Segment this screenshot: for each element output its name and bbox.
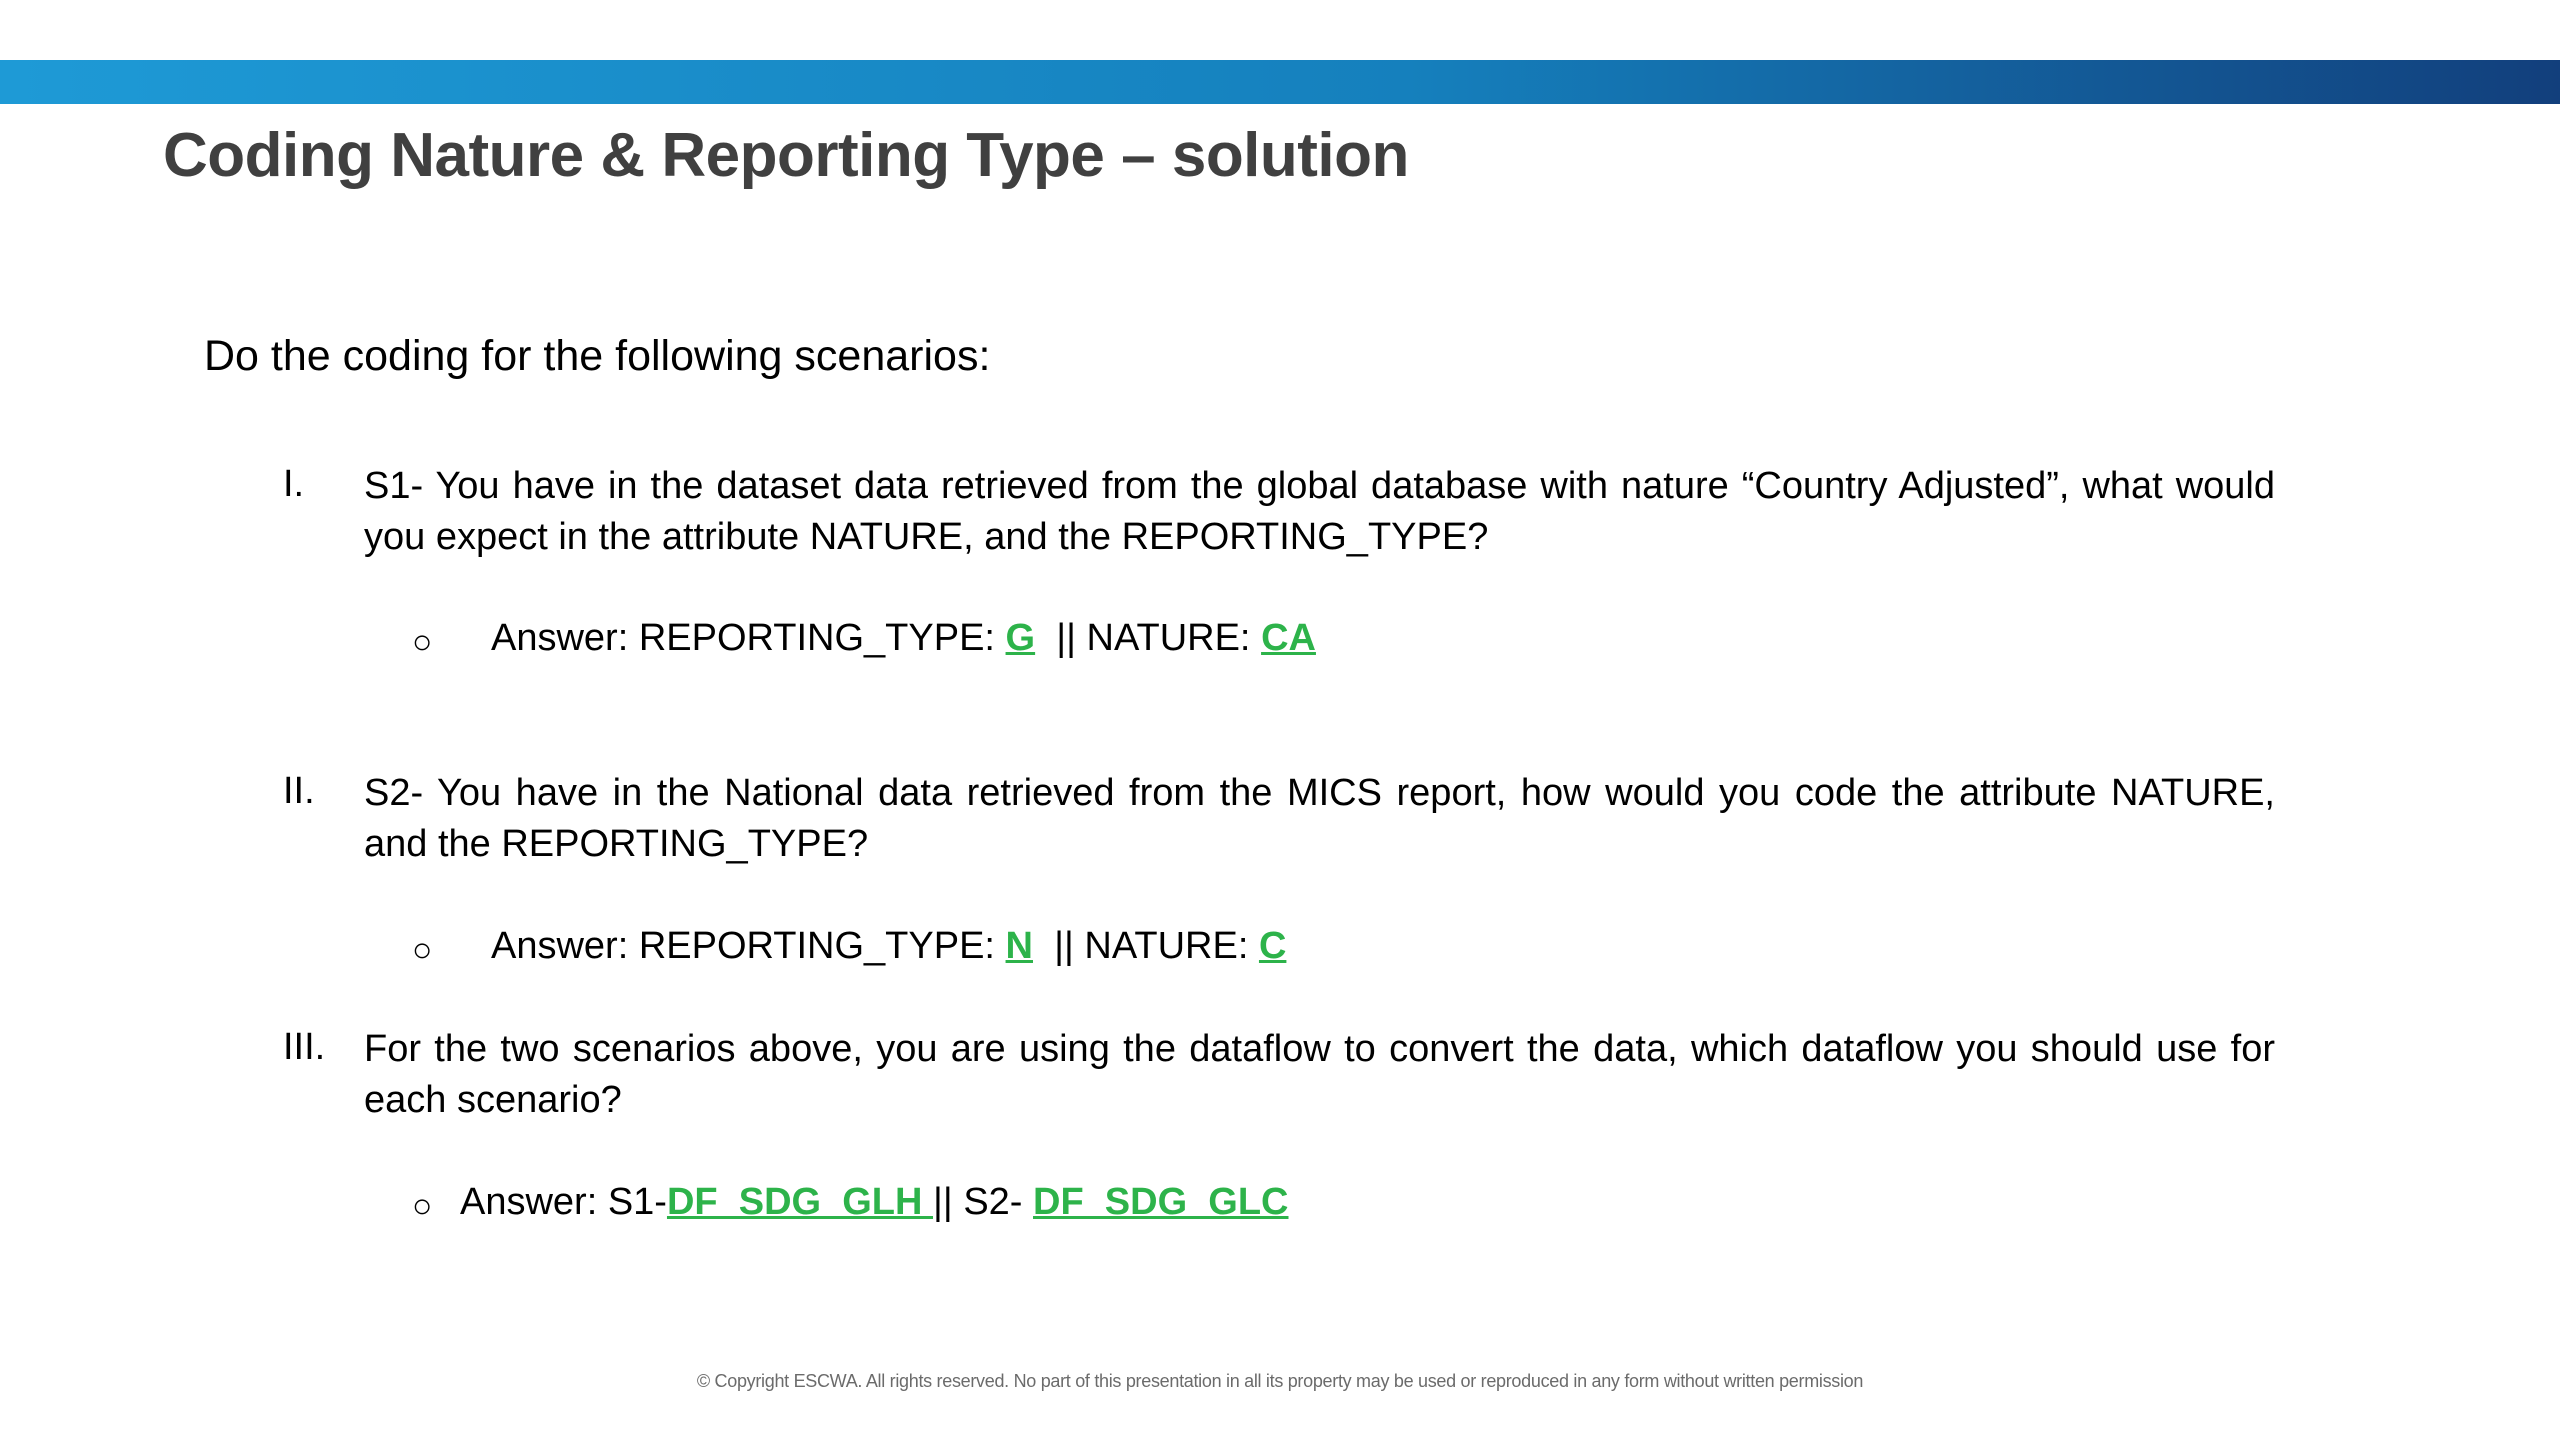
answer-line (491, 925, 1286, 968)
answer-bullet: ○ (412, 931, 433, 969)
question-number: I. (283, 463, 305, 505)
dataflow-code-s1: DF_SDG_GLH (666, 1181, 934, 1223)
answer-prefix: Answer: REPORTING_TYPE: (491, 617, 1006, 659)
answer-separator: || NATURE: (1033, 925, 1259, 967)
question-text: S2- You have in the National data retrieved from the MICS report, how would you code the attribute NATURE, and the REPORTING_TYPE? (364, 772, 2275, 865)
nature-code: C (1258, 925, 1287, 967)
answer-prefix: Answer: S1- (460, 1181, 667, 1223)
question-number: II. (283, 770, 315, 812)
header-bar (0, 60, 2560, 104)
answer-prefix: Answer: REPORTING_TYPE: (491, 925, 1006, 967)
question-text: S1- You have in the dataset data retrieved from the global database with nature “Country Adjusted”, what would you expect in the attribute NATURE, and the REPORTING_TYPE? (364, 465, 2275, 558)
answer-bullet: ○ (412, 1187, 433, 1225)
answer-line (460, 1181, 1289, 1224)
answer-bullet: ○ (412, 623, 433, 661)
question-text: For the two scenarios above, you are using the dataflow to convert the data, which dataflow you should use for each scenario? (364, 1028, 2275, 1121)
answer-line (491, 617, 1316, 660)
answer-separator: || S2- (933, 1181, 1034, 1223)
reporting-type-code: N (1005, 925, 1033, 967)
dataflow-code-s2: DF_SDG_GLC (1033, 1181, 1289, 1223)
question-number: III. (283, 1026, 326, 1068)
nature-code: CA (1261, 617, 1316, 659)
answer-separator: || NATURE: (1035, 617, 1262, 659)
copyright-footer: © Copyright ESCWA. All rights reserved. No part of this presentation in all its property may be used or reproduced in any form without written permission (696, 1371, 1864, 1391)
reporting-type-code: G (1005, 617, 1036, 659)
intro-text: Do the coding for the following scenarios: (204, 332, 991, 380)
slide-title: Coding Nature & Reporting Type – solution (163, 121, 1409, 190)
